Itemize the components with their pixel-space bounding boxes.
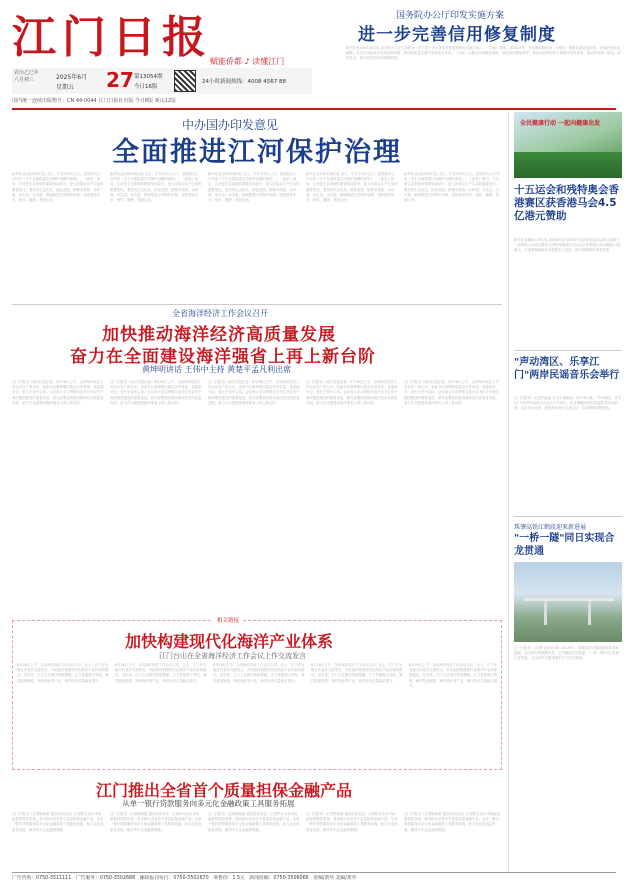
marine-body-col5: 江门日报讯（南方日报记者）6月26日上午，全省海洋经济工作会议在广州召开。省委书记黄坤明出席会议并讲话，省委副书记、省长王伟中主持。会议深入学习贯彻习近平总书记关于海洋强国建设的重要论述，研究部署加快推动海洋经济高质量发展，奋力在全面建设海洋强省上再上新台阶。: [404, 380, 499, 405]
lead-kicker: 中办国办印发意见: [182, 118, 279, 132]
sidebar-divider: [508, 112, 509, 872]
lead-body-col3: 新华社北京6月26日电 近日，中共中央办公厅、国务院办公厅印发《关于全面推进江河保护治理的意见》。《意见》指出，江河是生态系统的重要组成部分，是人民群众生产生活的重要依托。要坚持生态优先、绿色发展，统筹水资源、水环境、水生态、水灾害，系统推进江河保护治理，加快建设安全、韧性、健康、美丽江河。: [208, 172, 300, 203]
qr-code: [174, 70, 196, 92]
lunar-day: 六月初三: [14, 77, 35, 83]
finance-headline: 江门推出全省首个质量担保金融产品: [96, 781, 353, 800]
finance-story: [12, 774, 502, 870]
bridge-photo: [514, 562, 622, 642]
date-bar: [12, 68, 312, 94]
finance-body-col4: 江门日报讯（记者陈菊娟 通讯员黄宝仪）记者昨日从市市场监督管理局获悉，我市推出全省首个质量担保金融产品，从单一银行贷款服务向多元化金融政策工具服务拓展，助力企业高质量发展，解决中小企业融资难题。: [306, 812, 398, 832]
industry-sub: 江门台山在全省海洋经济工作会议上作交流发言: [159, 652, 306, 660]
cn-number: 国内统一连续出版物号：CN 44-0044: [12, 98, 97, 104]
finance-body-col3: 江门日报讯（记者陈菊娟 通讯员黄宝仪）记者昨日从市市场监督管理局获悉，我市推出全省首个质量担保金融产品，从单一银行贷款服务向多元化金融政策工具服务拓展，助力企业高质量发展，解决中小企业融资难题。: [208, 812, 300, 832]
lead-body-col1: 新华社北京6月26日电 近日，中共中央办公厅、国务院办公厅印发《关于全面推进江河保护治理的意见》。《意见》指出，江河是生态系统的重要组成部分，是人民群众生产生活的重要依托。要坚持生态优先、绿色发展，统筹水资源、水环境、水生态、水灾害，系统推进江河保护治理，加快建设安全、韧性、健康、美丽江河。: [12, 172, 104, 203]
industry-body-col3: 6月26日上午，全省海洋经济工作会议召开。会上，江门作为地方代表作交流发言，介绍加快构建现代化海洋产业体系的做法。近年来，江门立足海洋资源禀赋，大力发展海上风电、海洋装备制造、海洋渔业等产业，海洋经济总量稳步提升。: [213, 663, 305, 683]
lunar-box: [14, 70, 52, 92]
marine-body-col2: 江门日报讯（南方日报记者）6月26日上午，全省海洋经济工作会议在广州召开。省委书记黄坤明出席会议并讲话，省委副书记、省长王伟中主持。会议深入学习贯彻习近平总书记关于海洋强国建设的重要论述，研究部署加快推动海洋经济高质量发展，奋力在全面建设海洋强省上再上新台阶。: [110, 380, 202, 405]
hotline: 24小时新闻热线：4008 4567 88: [202, 79, 286, 85]
footer-dist-phone: 广告服务：0750-3502688: [75, 876, 136, 881]
top-story-kicker: 国务院办公厅印发实施方案: [396, 11, 505, 21]
industry-body-col4: 6月26日上午，全省海洋经济工作会议召开。会上，江门作为地方代表作交流发言，介绍加快构建现代化海洋产业体系的做法。近年来，江门立足海洋资源禀赋，大力发展海上风电、海洋装备制造、海洋渔业等产业，海洋经济总量稳步提升。: [311, 663, 403, 683]
issue-number: 第13054期: [134, 74, 163, 80]
marine-headline-2: 奋力在全面建设海洋强省上再上新台阶: [70, 347, 376, 367]
lead-body-col5: 新华社北京6月26日电 近日，中共中央办公厅、国务院办公厅印发《关于全面推进江河保护治理的意见》。《意见》指出，江河是生态系统的重要组成部分，是人民群众生产生活的重要依托。要坚持生态优先、绿色发展，统筹水资源、水环境、水生态、水灾害，系统推进江河保护治理，加快建设安全、韧性、健康、美丽江河。: [404, 172, 500, 203]
finance-sub: 从单一银行贷款服务向多元化金融政策工具服务拓展: [122, 799, 295, 808]
top-story-headline: 进一步完善信用修复制度: [358, 25, 556, 45]
finance-body-col1: 江门日报讯（记者陈菊娟 通讯员黄宝仪）记者昨日从市市场监督管理局获悉，我市推出全省首个质量担保金融产品，从单一银行贷款服务向多元化金融政策工具服务拓展，助力企业高质量发展，解决中小企业融资难题。: [12, 812, 104, 832]
sidebar-story1-headline: 十五运会和残特奥会香港赛区获香港马会4.5亿港元赞助: [514, 184, 619, 222]
sidebar-story2-body: 江门日报讯（记者冯晶晶 实习生黄晓凤）6月26日晚，"声动湾区、乐享江门"两岸民谣音乐会在江门市举行。来自海峡两岸的民谣歌手同台献唱，以音乐为纽带，增进两岸青年交流交往，共同唱响同胞情谊。: [514, 396, 622, 411]
marine-body-col1: 江门日报讯（南方日报记者）6月26日上午，全省海洋经济工作会议在广州召开。省委书记黄坤明出席会议并讲话，省委副书记、省长王伟中主持。会议深入学习贯彻习近平总书记关于海洋强国建设的重要论述，研究部署加快推动海洋经济高质量发展，奋力在全面建设海洋强省上再上新台阶。: [12, 380, 104, 405]
newspaper-logo: 江门日报: [12, 12, 212, 63]
today-pages: 今日16版: [134, 84, 158, 90]
sidebar: [514, 112, 622, 872]
sidebar-rule-1: [514, 350, 622, 351]
lead-story: [12, 112, 502, 302]
banner-field: [514, 152, 622, 178]
marine-byline: 黄坤明讲话 王伟中主持 黄楚平孟凡利出席: [142, 365, 292, 374]
sidebar-story3-kicker: 珠肇高铁江鹤段迎来新进展: [514, 524, 587, 531]
sidebar-story3-headline: "一桥一隧"同日实现合龙贯通: [514, 533, 615, 557]
edition: 今日8版 新山12版: [134, 98, 177, 104]
bridge-pier: [544, 601, 547, 625]
industry-body-col1: 6月26日上午，全省海洋经济工作会议召开。会上，江门作为地方代表作交流发言，介绍加快构建现代化海洋产业体系的做法。近年来，江门立足海洋资源禀赋，大力发展海上风电、海洋装备制造、海洋渔业等产业，海洋经济总量稳步提升。: [17, 663, 109, 683]
marine-body-col3: 江门日报讯（南方日报记者）6月26日上午，全省海洋经济工作会议在广州召开。省委书记黄坤明出席会议并讲话，省委副书记、省长王伟中主持。会议深入学习贯彻习近平总书记关于海洋强国建设的重要论述，研究部署加快推动海洋经济高质量发展，奋力在全面建设海洋强省上再上新台阶。: [208, 380, 300, 405]
finance-body-col2: 江门日报讯（记者陈菊娟 通讯员黄宝仪）记者昨日从市市场监督管理局获悉，我市推出全省首个质量担保金融产品，从单一银行贷款服务向多元化金融政策工具服务拓展，助力企业高质量发展，解决中小企业融资难题。: [110, 812, 202, 832]
weekday-text: 星期五: [56, 84, 75, 91]
day-number: 27: [106, 68, 134, 92]
marine-body-col4: 江门日报讯（南方日报记者）6月26日上午，全省海洋经济工作会议在广州召开。省委书记黄坤明出席会议并讲话，省委副书记、省长王伟中主持。会议深入学习贯彻习近平总书记关于海洋强国建设的重要论述，研究部署加快推动海洋经济高质量发展，奋力在全面建设海洋强省上再上新台阶。: [306, 380, 398, 405]
top-story: [318, 4, 622, 108]
footer-site: 新闻投稿：0750-3506066: [249, 876, 309, 881]
date-text: 2025年6月: [56, 74, 88, 81]
bridge-pier: [588, 601, 591, 625]
slogan: 赋能侨都 ♪ 读懂江门: [210, 57, 285, 66]
footer: [12, 874, 616, 884]
marine-headline-1: 加快推动海洋经济高质量发展: [102, 325, 336, 345]
lunar-year: 农历乙巳年: [14, 70, 40, 76]
industry-body-col5: 6月26日上午，全省海洋经济工作会议召开。会上，江门作为地方代表作交流发言，介绍加快构建现代化海洋产业体系的做法。近年来，江门立足海洋资源禀赋，大力发展海上风电、海洋装备制造、海洋渔业等产业，海洋经济总量稳步提升。: [409, 663, 498, 688]
sidebar-rule-2: [514, 516, 622, 517]
footer-ad-phone: 广告咨询：0750-3511111: [12, 876, 72, 881]
footer-editors: 责编/黄华 美编/黄华: [313, 876, 357, 881]
related-tag: 相关链接: [213, 616, 243, 624]
lead-body-col2: 新华社北京6月26日电 近日，中共中央办公厅、国务院办公厅印发《关于全面推进江河保护治理的意见》。《意见》指出，江河是生态系统的重要组成部分，是人民群众生产生活的重要依托。要坚持生态优先、绿色发展，统筹水资源、水环境、水生态、水灾害，系统推进江河保护治理，加快建设安全、韧性、健康、美丽江河。: [110, 172, 202, 203]
industry-body-col2: 6月26日上午，全省海洋经济工作会议召开。会上，江门作为地方代表作交流发言，介绍加快构建现代化海洋产业体系的做法。近年来，江门立足海洋资源禀赋，大力发展海上风电、海洋装备制造、海洋渔业等产业，海洋经济总量稳步提升。: [115, 663, 207, 683]
bridge-deck: [524, 598, 614, 601]
sidebar-story3-body: 江门日报讯（文/图 记者刘 涛）6月26日，珠肇高铁江鹤段建设取得新进展，西江特大桥顺利合龙，古劳隧道实现贯通，"一桥一隧"同日实现合龙贯通，为全线早日建成通车打下坚实基础。: [514, 646, 619, 661]
marine-kicker: 全省海洋经济工作会议召开: [172, 309, 268, 318]
footer-rule: [12, 872, 616, 873]
masthead-divider: [12, 108, 616, 110]
publication-line: [12, 97, 176, 104]
banner-caption: 全民健康行动 一起向健康出发: [520, 120, 601, 127]
marine-story: [12, 308, 502, 618]
industry-headline: 加快构建现代化海洋产业体系: [125, 632, 334, 651]
footer-subscribe: 邮政报刊发行：0750-3502670: [139, 876, 209, 881]
footer-price: 零售价：1.5元: [213, 876, 245, 881]
lead-body-col4: 新华社北京6月26日电 近日，中共中央办公厅、国务院办公厅印发《关于全面推进江河保护治理的意见》。《意见》指出，江河是生态系统的重要组成部分，是人民群众生产生活的重要依托。要坚持生态优先、绿色发展，统筹水资源、水环境、水生态、水灾害，系统推进江河保护治理，加快建设安全、韧性、健康、美丽江河。: [306, 172, 398, 203]
lead-headline: 全面推进江河保护治理: [112, 137, 402, 168]
sidebar-story1-body: 新华社香港6月26日电 香港赛马会支持第十五届全国运动会和全国第十二届残疾人运动会暨第九届特殊奥林匹克运动会香港赛区活动捐款4.5亿港元，为赛事筹备和举办提供有力支持，推动香港体育事业发展。: [514, 238, 622, 253]
divider-lead: [12, 304, 502, 305]
finance-body-col5: 江门日报讯（记者陈菊娟 通讯员黄宝仪）记者昨日从市市场监督管理局获悉，我市推出全省首个质量担保金融产品，从单一银行贷款服务向多元化金融政策工具服务拓展，助力企业高质量发展，解决中小企业融资难题。: [404, 812, 500, 832]
health-banner: [514, 112, 622, 178]
industry-story: [12, 620, 502, 770]
sidebar-story2-headline: "声动湾区、乐享江门"两岸民谣音乐会举行: [514, 357, 620, 381]
publisher: 江门日报社出版: [98, 98, 134, 104]
top-story-body: 新华社北京6月26日电 国务院办公厅日前印发《关于进一步完善信用修复制度的实施方案》。《方案》提出，到2027年，信用修复制度进一步健全，制度体系更加完善、协同机制更加顺畅，社会信用体系在优化营商环境、推动高质量发展中发挥更大作用。《方案》从健全信用修复制度、规范信用修复程序、强化协同联动等方面提出具体举措，推动形成统一规范、协同共享、科学高效的信用修复机制。: [346, 46, 621, 61]
